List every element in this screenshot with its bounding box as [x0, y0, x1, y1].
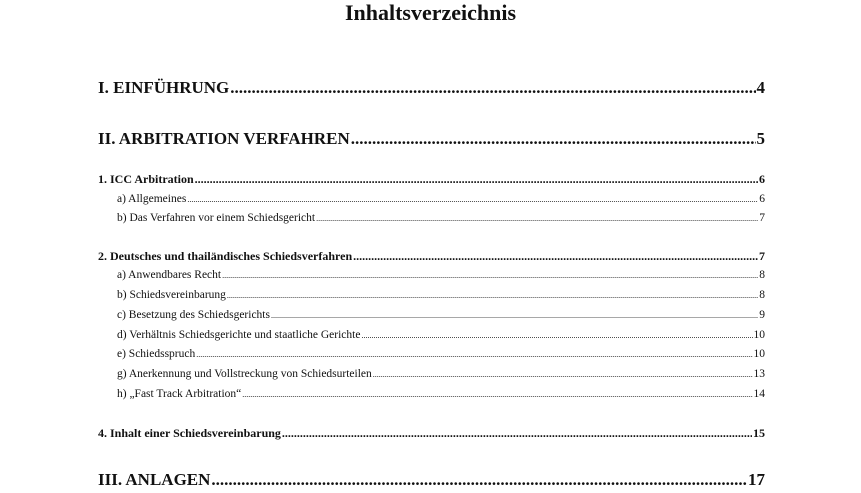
dot-leader: [353, 249, 758, 263]
toc-entry-label: h) „Fast Track Arbitration“: [117, 388, 242, 400]
toc-entry-label: b) Schiedsvereinbarung: [117, 289, 226, 301]
page-title: Inhaltsverzeichnis: [344, 0, 517, 25]
toc-entry-label: 1. ICC Arbitration: [98, 172, 194, 186]
toc-page-number: 6: [759, 193, 765, 205]
toc-entry-arbitration-verfahren[interactable]: [0, 129, 861, 149]
toc-page-number: 10: [753, 348, 765, 360]
dot-leader: [282, 426, 752, 440]
dot-leader: [373, 367, 753, 382]
toc-page-number: 7: [759, 249, 765, 263]
toc-page-number: 6: [759, 172, 765, 186]
toc-entry-einfuehrung[interactable]: [0, 78, 861, 98]
toc-entry-label: e) Schiedsspruch: [117, 348, 196, 360]
toc-entry-schiedsspruch[interactable]: [0, 347, 861, 362]
toc-page-number: 7: [759, 212, 765, 224]
toc-entry-anerkennung-vollstreckung[interactable]: [0, 367, 861, 382]
dot-leader: [361, 328, 752, 343]
toc-entry-label: g) Anerkennung und Vollstreckung von Schiedsurteilen: [117, 368, 372, 380]
toc-entry-label: c) Besetzung des Schiedsgerichts: [117, 309, 270, 321]
toc-entry-label: 2. Deutsches und thailändisches Schiedsverfahren: [98, 249, 353, 263]
toc-entry-anlagen[interactable]: [0, 470, 861, 490]
toc-entry-fast-track-arbitration[interactable]: [0, 387, 861, 402]
toc-entry-deutsches-thailaendisches[interactable]: [0, 249, 861, 263]
toc-page-number: 9: [759, 309, 765, 321]
dot-leader: [187, 192, 758, 207]
toc-entry-icc-arbitration[interactable]: [0, 172, 861, 186]
toc-page-number: 8: [759, 289, 765, 301]
toc-page-number: 8: [759, 269, 765, 281]
dot-leader: [351, 129, 756, 149]
toc-entry-allgemeines[interactable]: [0, 192, 861, 207]
toc-page-number: 13: [753, 368, 765, 380]
toc-entry-label: a) Allgemeines: [117, 193, 187, 205]
dot-leader: [230, 78, 755, 98]
toc-page-number: 10: [753, 329, 765, 341]
toc-entry-label: 4. Inhalt einer Schiedsvereinbarung: [98, 426, 281, 440]
dot-leader: [211, 470, 747, 490]
dot-leader: [195, 172, 758, 186]
toc-page-number: 15: [753, 426, 765, 440]
toc-entry-verhaeltnis-gerichte[interactable]: [0, 328, 861, 343]
dot-leader: [196, 347, 752, 362]
toc-page-number: 14: [753, 388, 765, 400]
dot-leader: [242, 387, 752, 402]
toc-entry-label: a) Anwendbares Recht: [117, 269, 222, 281]
dot-leader: [316, 211, 758, 226]
toc-entry-anwendbares-recht[interactable]: [0, 268, 861, 283]
toc-entry-label: b) Das Verfahren vor einem Schiedsgericht: [117, 212, 316, 224]
dot-leader: [222, 268, 758, 283]
toc-entry-besetzung-schiedsgericht[interactable]: [0, 308, 861, 323]
toc-entry-label: III. ANLAGEN: [98, 470, 211, 489]
toc-entry-label: d) Verhältnis Schiedsgerichte und staatliche Gerichte: [117, 329, 361, 341]
toc-entry-inhalt-schiedsvereinbarung[interactable]: [0, 426, 861, 440]
toc-entry-label: I. EINFÜHRUNG: [98, 78, 230, 97]
dot-leader: [227, 288, 758, 303]
toc-page-number: 17: [748, 470, 765, 489]
dot-leader: [271, 308, 758, 323]
toc-entry-verfahren-schiedsgericht[interactable]: [0, 211, 861, 226]
toc-page-number: 5: [756, 129, 765, 148]
toc-entry-schiedsvereinbarung[interactable]: [0, 288, 861, 303]
toc-entry-label: II. ARBITRATION VERFAHREN: [98, 129, 350, 148]
toc-page-number: 4: [756, 78, 765, 97]
